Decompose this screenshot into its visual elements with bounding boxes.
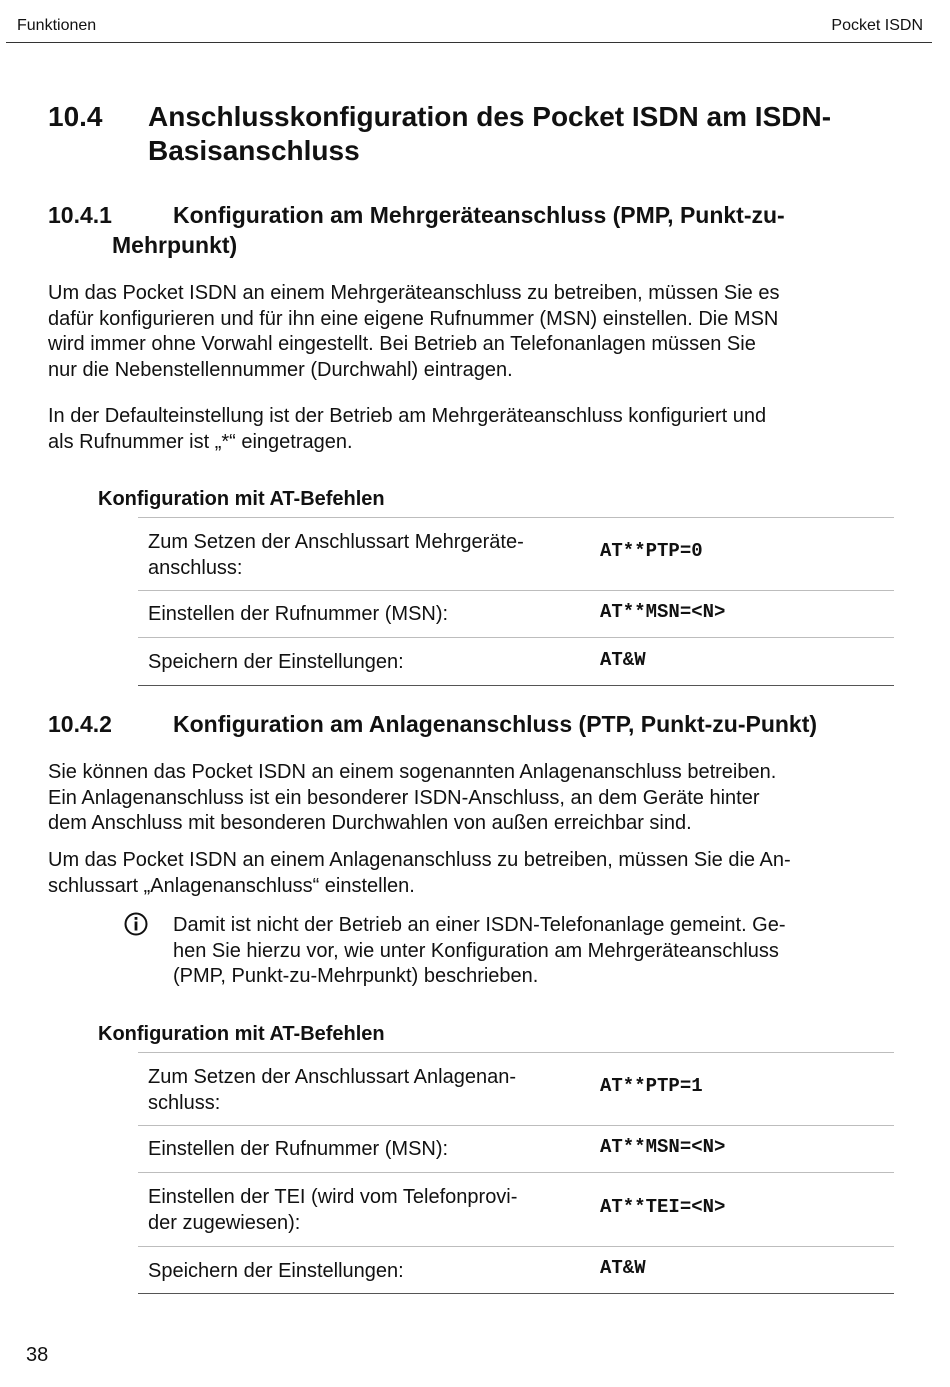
header-rule <box>6 42 932 43</box>
table-row-desc <box>148 1185 578 1236</box>
paragraph-line: nur die Nebenstellennummer (Durchwahl) eintragen. <box>48 358 513 381</box>
table-rule <box>138 590 894 591</box>
table-rule <box>138 1246 894 1247</box>
section-10-4-title-line2: Basisanschluss <box>148 135 360 166</box>
paragraph-line: Um das Pocket ISDN an einem Anlagenanschluss zu betreiben, müssen Sie die An- <box>48 849 791 871</box>
paragraph-line: als Rufnummer ist „*“ eingetragen. <box>48 430 353 453</box>
info-circle-icon <box>124 912 148 936</box>
table-cell-line: Speichern der Einstellungen: <box>148 651 404 673</box>
table-row-desc <box>148 530 578 581</box>
paragraph-intro-pmp <box>48 281 888 383</box>
table-cell-line: Einstellen der TEI (wird vom Telefonprovi- <box>148 1186 518 1208</box>
table-rule <box>138 1052 894 1053</box>
table-bottom-rule <box>138 1293 894 1294</box>
table-row-command: AT**MSN=<N> <box>600 1136 726 1158</box>
info-note <box>173 913 873 990</box>
paragraph-line: schlussart „Anlagenanschluss“ einstellen. <box>48 874 415 897</box>
running-header-left: Funktionen <box>17 17 97 34</box>
paragraph-line: Um das Pocket ISDN an einem Mehrgeräteanschluss zu betreiben, müssen Sie es <box>48 282 780 304</box>
section-10-4-2-title: Konfiguration am Anlagenanschluss (PTP, Punkt-zu-Punkt) <box>173 711 818 737</box>
table-rule <box>138 517 894 518</box>
table-cell-line: Einstellen der Rufnummer (MSN): <box>148 603 449 625</box>
paragraph-default-setting <box>48 404 888 455</box>
running-header-right: Pocket ISDN <box>831 17 923 34</box>
table-row-command: AT**PTP=0 <box>600 540 703 562</box>
paragraph-line: In der Defaulteinstellung ist der Betrieb am Mehrgeräteanschluss konfiguriert und <box>48 405 767 427</box>
table-row-command: AT&W <box>600 649 646 671</box>
table-row-desc <box>148 602 578 628</box>
subheading-at-commands: Konfiguration mit AT-Befehlen <box>98 1023 385 1045</box>
paragraph-line: dem Anschluss mit besonderen Durchwahlen von außen erreichbar sind. <box>48 812 692 834</box>
table-rule <box>138 637 894 638</box>
table-rule <box>138 1172 894 1173</box>
section-10-4-1-title-line1: Konfiguration am Mehrgeräteanschluss (PMP, Punkt-zu- <box>173 202 785 228</box>
paragraph-ptp-setting <box>48 848 888 899</box>
section-10-4-2-number: 10.4.2 <box>48 711 112 737</box>
section-10-4-number: 10.4 <box>48 101 103 132</box>
table-cell-line: Zum Setzen der Anschlussart Anlagenan- <box>148 1066 516 1088</box>
section-10-4-1-number: 10.4.1 <box>48 202 112 228</box>
paragraph-line: Ein Anlagenanschluss ist ein besonderer ISDN-Anschluss, an dem Geräte hinter <box>48 786 760 809</box>
note-line: (PMP, Punkt-zu-Mehrpunkt) beschrieben. <box>173 965 539 987</box>
table-row-desc <box>148 650 578 676</box>
table-cell-line: der zugewiesen): <box>148 1211 301 1234</box>
paragraph-line: Sie können das Pocket ISDN an einem sogenannten Anlagenanschluss betreiben. <box>48 761 777 783</box>
table-cell-line: Speichern der Einstellungen: <box>148 1260 404 1282</box>
paragraph-line: wird immer ohne Vorwahl eingestellt. Bei Betrieb an Telefonanlagen müssen Sie <box>48 333 756 355</box>
paragraph-line: dafür konfigurieren und für ihn eine eigene Rufnummer (MSN) einstellen. Die MSN <box>48 307 779 330</box>
section-10-4-title-line1: Anschlusskonfiguration des Pocket ISDN am ISDN- <box>148 101 832 132</box>
note-line: Damit ist nicht der Betrieb an einer ISDN-Telefonanlage gemeint. Ge- <box>173 914 786 936</box>
table-cell-line: schluss: <box>148 1091 221 1114</box>
table-row-command: AT&W <box>600 1257 646 1279</box>
table-cell-line: anschluss: <box>148 556 243 579</box>
table-row-command: AT**PTP=1 <box>600 1075 703 1097</box>
subheading-at-commands: Konfiguration mit AT-Befehlen <box>98 488 385 510</box>
table-row-command: AT**TEI=<N> <box>600 1196 726 1218</box>
table-rule <box>138 1125 894 1126</box>
table-row-desc <box>148 1259 578 1285</box>
table-cell-line: Einstellen der Rufnummer (MSN): <box>148 1138 449 1160</box>
table-cell-line: Zum Setzen der Anschlussart Mehrgeräte- <box>148 531 524 553</box>
page-number: 38 <box>26 1344 49 1366</box>
table-row-desc <box>148 1137 578 1163</box>
section-10-4-1-title-line2: Mehrpunkt) <box>112 232 238 258</box>
note-line: hen Sie hierzu vor, wie unter Konfiguration am Mehrgeräteanschluss <box>173 939 779 962</box>
table-bottom-rule <box>138 685 894 686</box>
table-row-command: AT**MSN=<N> <box>600 601 726 623</box>
paragraph-intro-ptp <box>48 760 888 837</box>
table-row-desc <box>148 1065 578 1116</box>
